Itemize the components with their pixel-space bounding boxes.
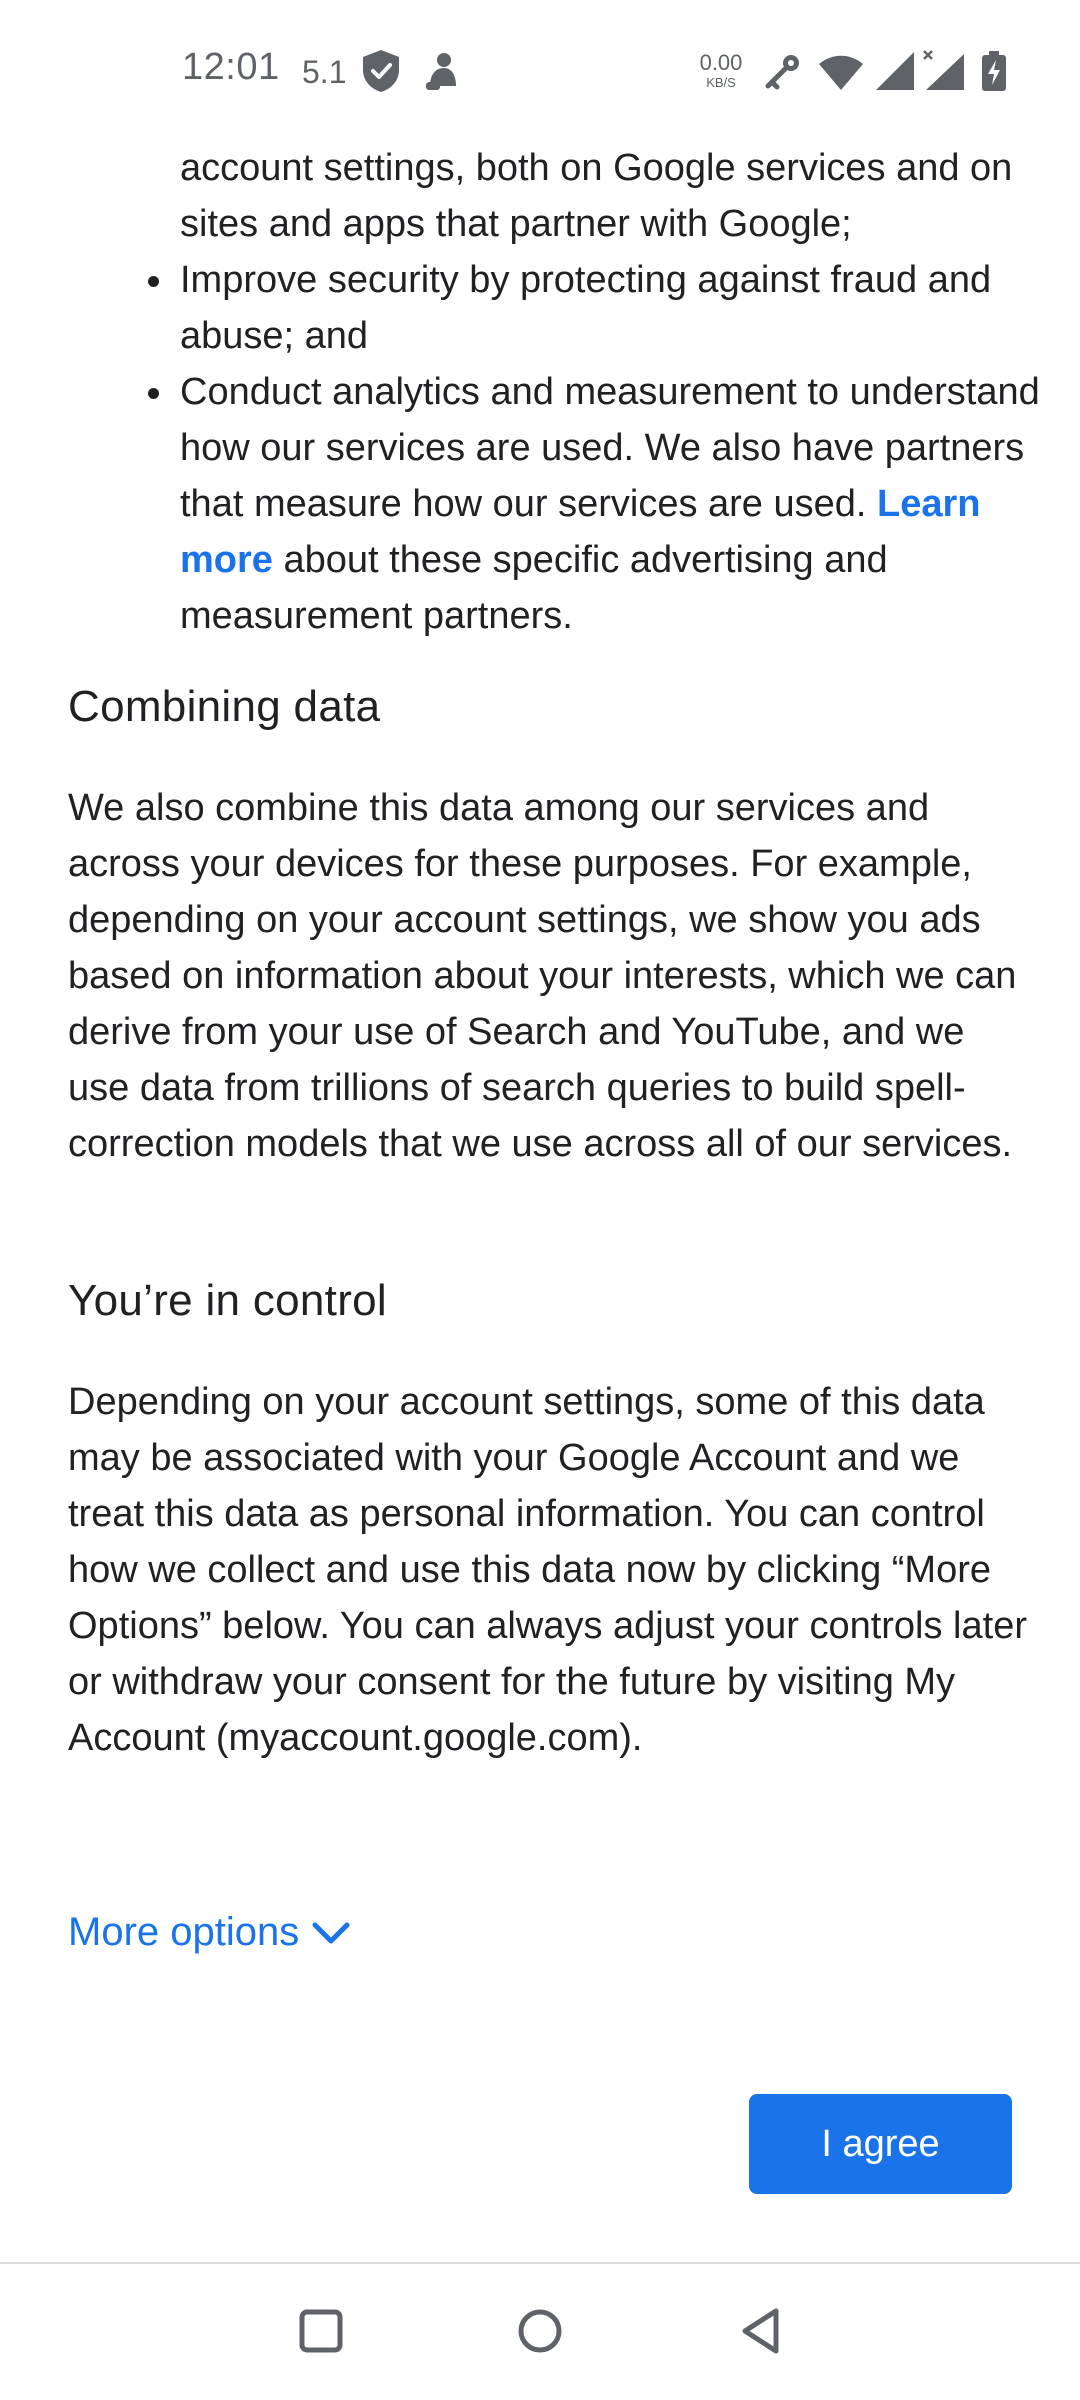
list-item [0, 252, 1080, 364]
list-item [0, 364, 1080, 644]
navigation-bar [0, 2262, 1080, 2400]
network-speed-unit: KB/S [706, 75, 736, 90]
home-circle-icon[interactable] [516, 2306, 564, 2361]
signal-icon [874, 50, 916, 97]
back-triangle-icon[interactable] [738, 2306, 784, 2361]
notification-icon [422, 50, 462, 97]
status-bar [0, 0, 1080, 140]
status-extra-value: 5.1 [302, 54, 347, 90]
i-agree-button[interactable]: I agree [749, 2094, 1012, 2194]
key-icon [762, 52, 802, 97]
recents-square-icon[interactable] [298, 2306, 344, 2361]
network-speed [696, 52, 746, 89]
more-options-label: More options [68, 1910, 300, 1954]
bullet-dot-icon [148, 388, 159, 399]
learn-more-link[interactable]: Learn more [180, 483, 981, 581]
partial-paragraph: account settings, both on Google services and on sites and apps that partner with Google; [180, 147, 1013, 245]
in-control-heading: You’re in control [68, 1276, 388, 1325]
shield-icon [360, 48, 402, 99]
bullet-dot-icon [148, 276, 159, 287]
network-speed-value: 0.00 [699, 50, 743, 75]
combining-data-heading: Combining data [68, 682, 381, 731]
chevron-down-icon [311, 1912, 351, 1957]
purpose-list [0, 252, 1080, 644]
signal-no-data-icon [922, 50, 966, 97]
more-options-button[interactable] [68, 1908, 351, 1957]
status-time: 12:01 [182, 46, 280, 88]
combining-data-body: We also combine this data among our services and across your devices for these purposes. For example, depending on your account settings, we show you ads based on information about your interests, which we can derive from your use of Search and YouTube, and we use data from trillions of search queries to build spell-correction models that we use across all of our services. [68, 787, 1017, 1165]
policy-content [0, 140, 1080, 2260]
in-control-body: Depending on your account settings, some of this data may be associated with your Google Account and we treat this data as personal information. You can control how we collect and use this data now by clicking “More Options” below. You can always adjust your controls later or withdraw your consent for the future by visiting My Account (myaccount.google.com). [68, 1381, 1027, 1759]
bullet-text: Improve security by protecting against fraud and abuse; and [180, 259, 992, 357]
wifi-icon [818, 52, 864, 97]
bullet-text [180, 371, 1040, 637]
bullet-text-after-link: about these specific advertising and measurement partners. [180, 539, 888, 637]
battery-charging-icon [980, 50, 1008, 97]
bullet-text-before-link: Conduct analytics and measurement to understand how our services are used. We also have partners that measure how our services are used. [180, 371, 1040, 525]
